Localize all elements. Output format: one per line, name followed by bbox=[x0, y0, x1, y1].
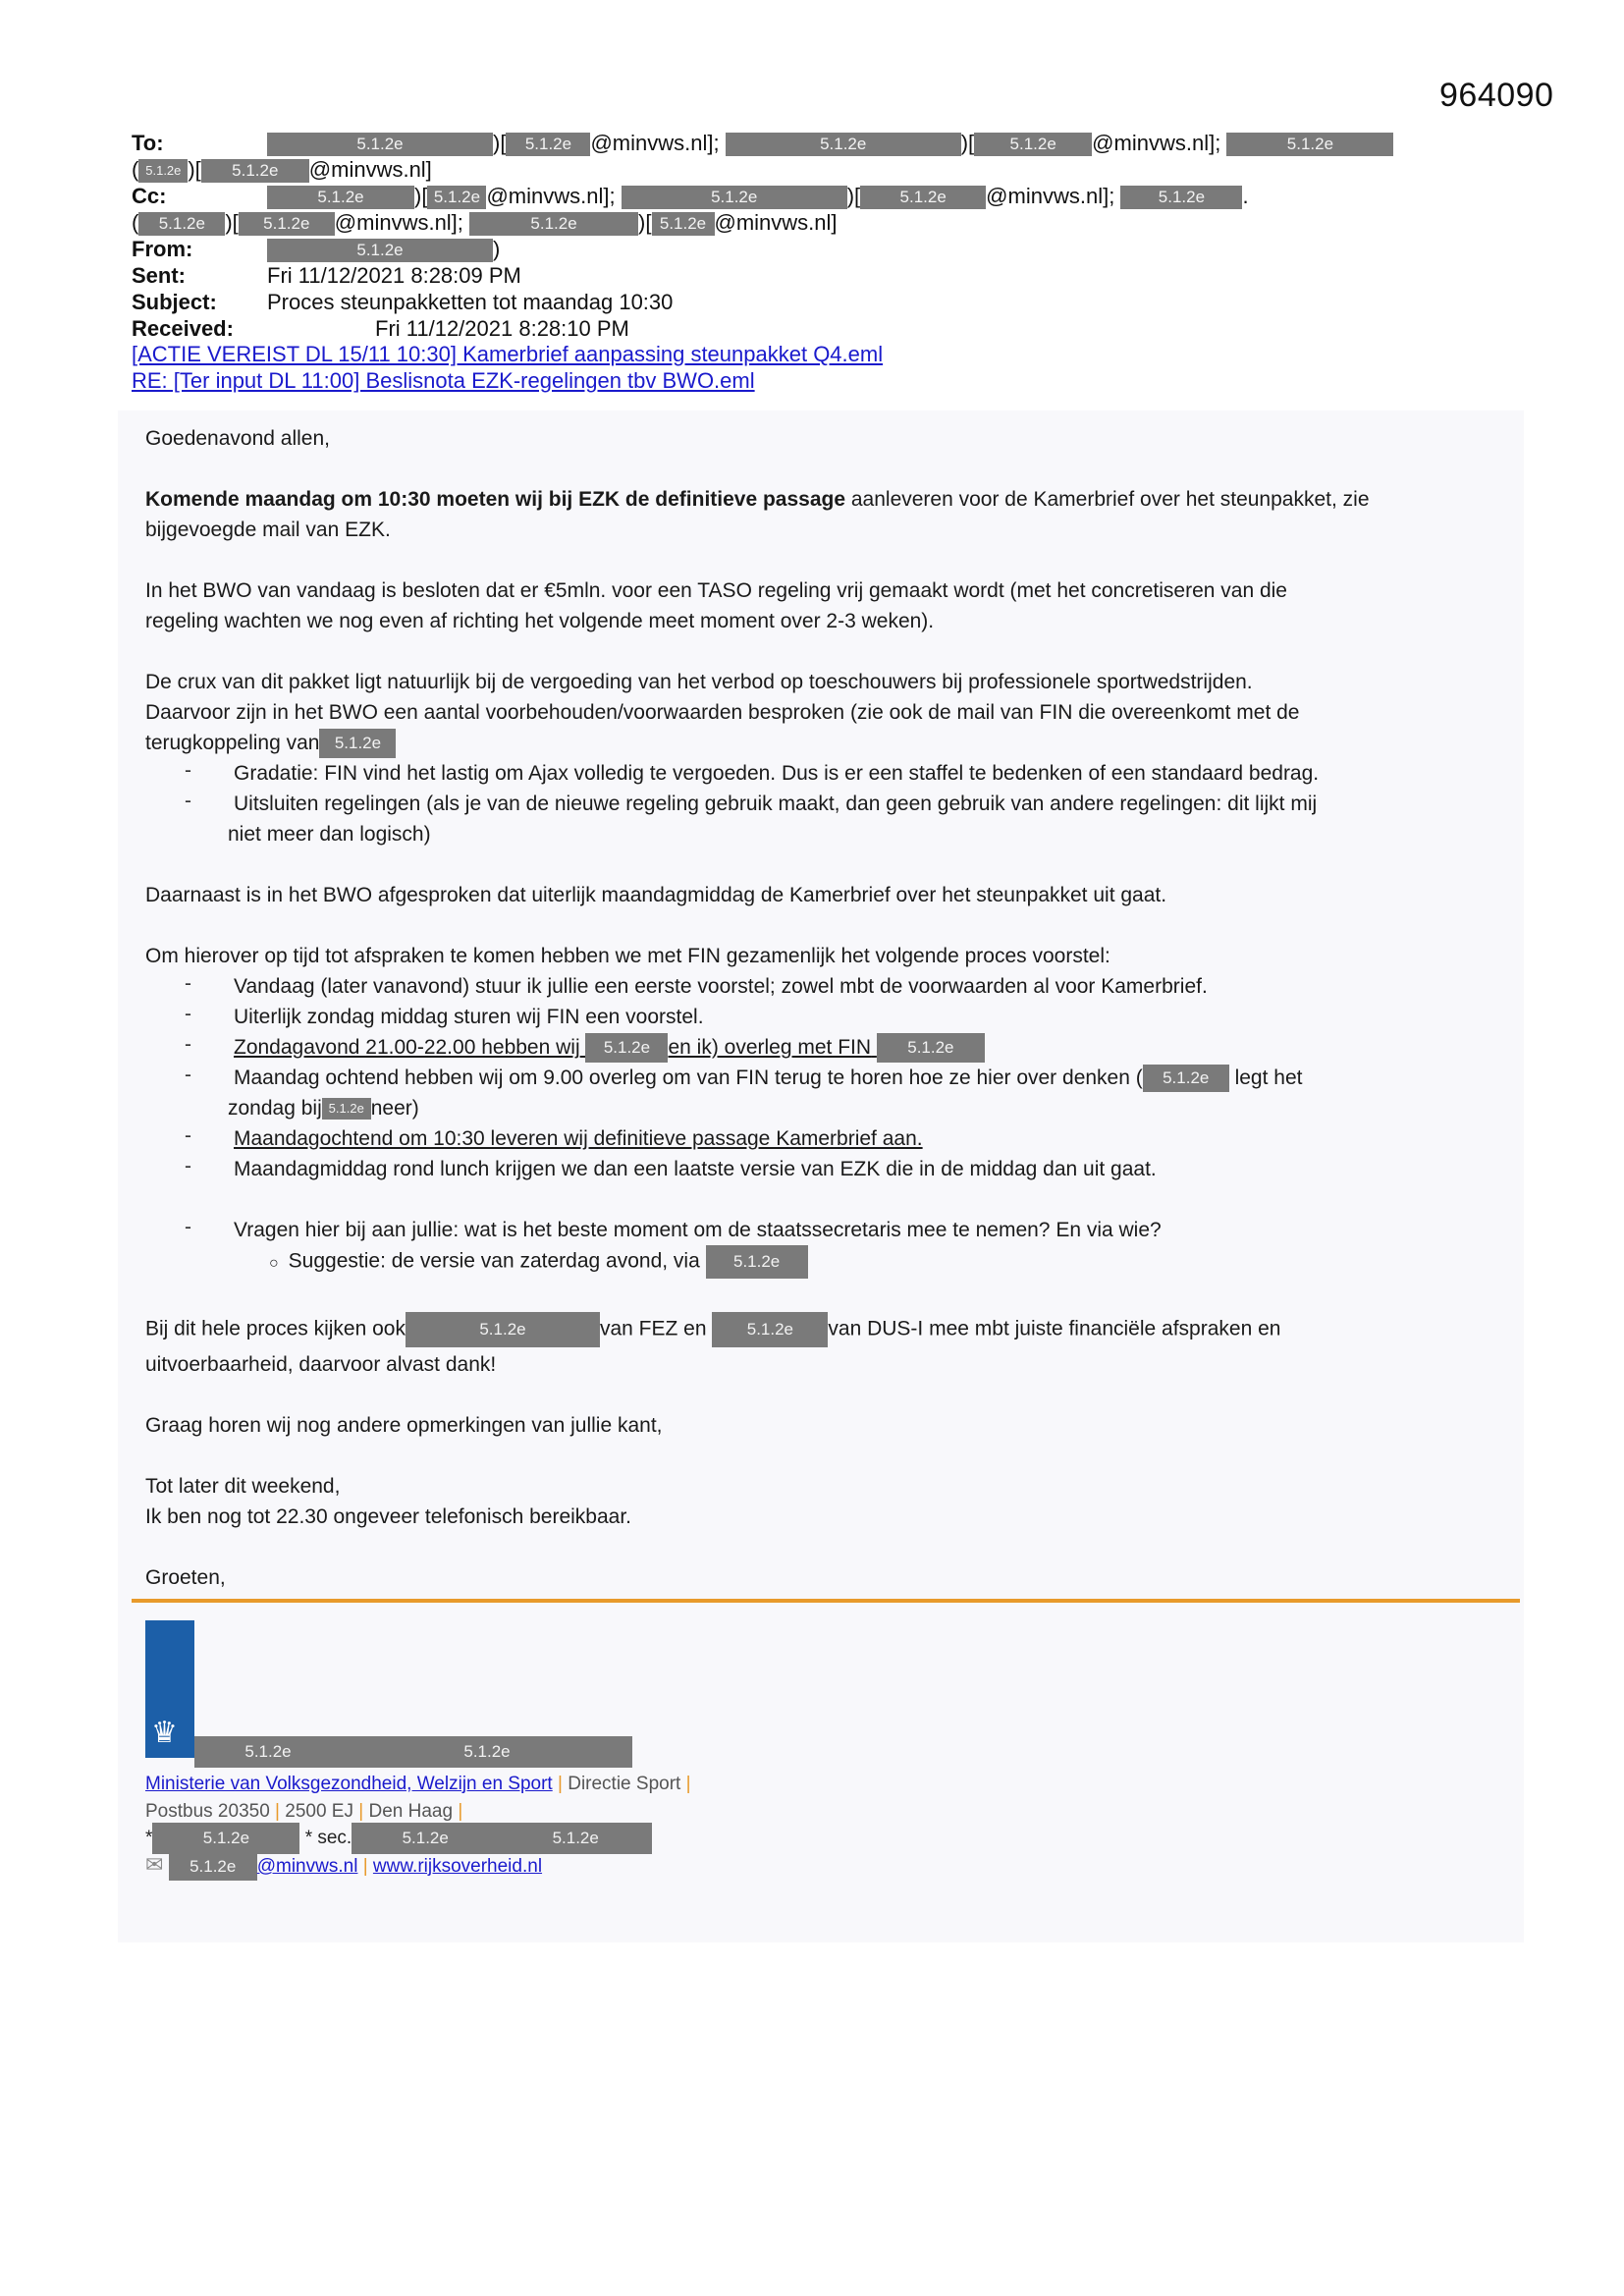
email-domain: @minvws.nl]; bbox=[986, 184, 1115, 208]
crest-icon: ♛ bbox=[151, 1717, 178, 1749]
address-postcode: 2500 EJ bbox=[285, 1801, 353, 1822]
paren: ( bbox=[132, 210, 139, 235]
paragraph-2-line-1: In het BWO van vandaag is besloten dat er €5mln. voor een TASO regeling vrij gemaakt wordt (met het concretiseren van die bbox=[145, 579, 1287, 602]
bullet-dash: - bbox=[185, 1064, 191, 1086]
bracket: )[ bbox=[225, 210, 239, 235]
step-1: Vandaag (later vanavond) stuur ik jullie een eerste voorstel; zowel mbt de voorwaarden al voor Kamerbrief. bbox=[234, 975, 1208, 998]
redaction: 5.1.2e bbox=[138, 212, 225, 236]
redaction: 5.1.2e bbox=[267, 186, 414, 209]
step-3-text-b: en ik) overleg met FIN bbox=[668, 1036, 872, 1059]
step-4-line-2 bbox=[228, 1093, 419, 1123]
address-city: Den Haag bbox=[368, 1801, 454, 1822]
from-label: From: bbox=[132, 237, 193, 261]
paragraph-3-text: terugkoppeling van bbox=[145, 732, 320, 754]
redaction: 5.1.2e bbox=[622, 186, 847, 209]
paragraph-1-rest: aanleveren voor de Kamerbrief over het steunpakket, zie bbox=[845, 488, 1370, 511]
step-7-sub bbox=[269, 1245, 808, 1279]
department: Directie Sport bbox=[568, 1774, 681, 1794]
to-line-1 bbox=[132, 130, 1393, 156]
bullet-uitsluiten: Uitsluiten regelingen (als je van de nieuwe regeling gebruik maakt, dan geen gebruik van andere regelingen: dit lijkt mij bbox=[234, 793, 1318, 815]
bullet-dash: - bbox=[185, 1003, 191, 1025]
paragraph-6-text-b: van FEZ en bbox=[599, 1317, 707, 1340]
step-3-text-a: Zondagavond 21.00-22.00 hebben wij bbox=[234, 1036, 580, 1059]
bullet-dash: - bbox=[185, 1216, 191, 1238]
separator: | bbox=[458, 1801, 463, 1822]
redaction: 5.1.2e bbox=[427, 186, 486, 209]
step-4-text-b: legt het bbox=[1234, 1066, 1303, 1089]
email-link[interactable]: @minvws.nl bbox=[256, 1856, 358, 1877]
redaction: 5.1.2e bbox=[585, 1033, 668, 1063]
bracket: )[ bbox=[188, 157, 201, 182]
paragraph-4: Daarnaast is in het BWO afgesproken dat uiterlijk maandagmiddag de Kamerbrief over het steunpakket uit gaat. bbox=[145, 884, 1167, 906]
bullet-dash: - bbox=[185, 1033, 191, 1056]
signature-contact-line bbox=[145, 1852, 542, 1881]
email-domain: @minvws.nl] bbox=[714, 210, 838, 235]
paragraph-5: Om hierover op tijd tot afspraken te komen hebben we met FIN gezamenlijk het volgende proces voorstel: bbox=[145, 945, 1110, 967]
bullet-uitsluiten-line-2: niet meer dan logisch) bbox=[228, 823, 431, 846]
paragraph-1-bold: Komende maandag om 10:30 moeten wij bij EZK de definitieve passage bbox=[145, 488, 846, 511]
cc-line-1 bbox=[132, 183, 1249, 209]
step-3 bbox=[234, 1032, 985, 1063]
separator: | bbox=[558, 1774, 563, 1794]
step-4-text-c: zondag bij bbox=[228, 1097, 322, 1120]
paragraph-7: Graag horen wij nog andere opmerkingen van jullie kant, bbox=[145, 1414, 663, 1437]
bullet-gradatie: Gradatie: FIN vind het lastig om Ajax volledig te vergoeden. Dus is er een staffel te bedenken of een standaard bedrag. bbox=[234, 762, 1320, 785]
bullet-dash: - bbox=[185, 759, 191, 782]
subject-line bbox=[132, 289, 673, 315]
to-line-2 bbox=[132, 156, 432, 183]
address-postbus: Postbus 20350 bbox=[145, 1801, 270, 1822]
document-number: 964090 bbox=[1439, 77, 1554, 114]
redaction: 5.1.2e bbox=[322, 1098, 371, 1120]
email-domain: @minvws.nl]; bbox=[486, 184, 616, 208]
cc-line-2 bbox=[132, 209, 838, 236]
redaction: 5.1.2e bbox=[499, 1823, 652, 1854]
attachment-link-2[interactable]: RE: [Ter input DL 11:00] Beslisnota EZK-regelingen tbv BWO.eml bbox=[132, 368, 755, 393]
bracket: )[ bbox=[414, 184, 428, 208]
closing: Groeten, bbox=[145, 1566, 226, 1589]
step-2: Uiterlijk zondag middag sturen wij FIN een voorstel. bbox=[234, 1006, 704, 1028]
subject-label: Subject: bbox=[132, 290, 217, 314]
redaction: 5.1.2e bbox=[469, 212, 638, 236]
separator: | bbox=[358, 1801, 364, 1822]
attachment-link-1[interactable]: [ACTIE VEREIST DL 15/11 10:30] Kamerbrief aanpassing steunpakket Q4.eml bbox=[132, 342, 884, 366]
sec-label: * sec. bbox=[304, 1828, 352, 1849]
paragraph-8-line-2: Ik ben nog tot 22.30 ongeveer telefonisch bereikbaar. bbox=[145, 1505, 632, 1528]
bracket: )[ bbox=[638, 210, 652, 235]
bracket: )[ bbox=[960, 131, 975, 155]
signature-name-row bbox=[194, 1736, 632, 1768]
paragraph-6-line-2: uitvoerbaarheid, daarvoor alvast dank! bbox=[145, 1353, 497, 1376]
sent-line bbox=[132, 262, 521, 289]
step-7: Vragen hier bij aan jullie: wat is het beste moment om de staatssecretaris mee te nemen? En via wie? bbox=[234, 1219, 1162, 1241]
redaction: 5.1.2e bbox=[712, 1312, 828, 1347]
redaction: 5.1.2e bbox=[406, 1312, 600, 1347]
paragraph-2-line-2: regeling wachten we nog even af richting het volgende meet moment over 2-3 weken). bbox=[145, 610, 935, 632]
step-4 bbox=[234, 1063, 1302, 1093]
redaction: 5.1.2e bbox=[652, 212, 715, 236]
redaction: 5.1.2e bbox=[726, 133, 961, 156]
paragraph-6-text-a: Bij dit hele proces kijken ook bbox=[145, 1317, 406, 1340]
bullet-dash: - bbox=[185, 972, 191, 995]
redaction: 5.1.2e bbox=[194, 1736, 342, 1768]
separator: | bbox=[685, 1774, 691, 1794]
paragraph-6-text-c: van DUS-I mee mbt juiste financiële afspraken en bbox=[828, 1317, 1281, 1340]
phone-star: * bbox=[145, 1828, 153, 1849]
paren: ) bbox=[493, 237, 501, 261]
ministry-link[interactable]: Ministerie van Volksgezondheid, Welzijn en Sport bbox=[145, 1774, 553, 1794]
redaction: 5.1.2e bbox=[319, 729, 396, 758]
paragraph-3-line-3 bbox=[145, 728, 396, 758]
website-link[interactable]: www.rijksoverheid.nl bbox=[372, 1856, 543, 1877]
redaction: 5.1.2e bbox=[877, 1033, 985, 1063]
redaction: 5.1.2e bbox=[1143, 1065, 1229, 1092]
email-domain: @minvws.nl]; bbox=[334, 210, 463, 235]
sent-value: Fri 11/12/2021 8:28:09 PM bbox=[267, 263, 521, 288]
redaction: 5.1.2e bbox=[860, 186, 986, 209]
redaction: 5.1.2e bbox=[138, 159, 188, 183]
paragraph-3-line-2: Daarvoor zijn in het BWO een aantal voorbehouden/voorwaarden besproken (zie ook de mail van FIN die overeenkomt met de bbox=[145, 701, 1300, 724]
redaction: 5.1.2e bbox=[974, 133, 1092, 156]
paragraph-3-line-1: De crux van dit pakket ligt natuurlijk bij de vergoeding van het verbod op toeschouwers bij professionele sportwedstrijden. bbox=[145, 671, 1253, 693]
to-label: To: bbox=[132, 131, 164, 155]
signature-phone-line bbox=[145, 1823, 652, 1854]
step-4-text-a: Maandag ochtend hebben wij om 9.00 overleg om van FIN terug te horen hoe ze hier over denken ( bbox=[234, 1066, 1143, 1089]
redaction: 5.1.2e bbox=[267, 239, 493, 262]
cc-label: Cc: bbox=[132, 184, 167, 208]
circle-bullet-icon: ○ bbox=[269, 1254, 279, 1272]
redaction: 5.1.2e bbox=[1120, 186, 1242, 209]
redaction: 5.1.2e bbox=[506, 133, 590, 156]
signature-divider bbox=[132, 1599, 1520, 1603]
signature-org-line bbox=[145, 1774, 691, 1795]
received-label: Received: bbox=[132, 316, 234, 341]
email-domain: @minvws.nl]; bbox=[590, 131, 720, 155]
signature-address-line bbox=[145, 1801, 462, 1823]
paragraph-6 bbox=[145, 1312, 1280, 1347]
redaction: 5.1.2e bbox=[267, 133, 493, 156]
greeting: Goedenavond allen, bbox=[145, 427, 330, 450]
redaction: 5.1.2e bbox=[342, 1736, 632, 1768]
subject-value: Proces steunpakketten tot maandag 10:30 bbox=[267, 290, 674, 314]
separator: | bbox=[275, 1801, 280, 1822]
bracket: )[ bbox=[493, 131, 507, 155]
redaction: 5.1.2e bbox=[201, 159, 309, 183]
redaction: 5.1.2e bbox=[352, 1823, 499, 1854]
rijksoverheid-logo bbox=[145, 1620, 194, 1758]
redaction: 5.1.2e bbox=[152, 1823, 299, 1854]
paragraph-8-line-1: Tot later dit weekend, bbox=[145, 1475, 341, 1498]
redaction: 5.1.2e bbox=[239, 212, 335, 236]
separator: | bbox=[362, 1856, 368, 1877]
bullet-dash: - bbox=[185, 790, 191, 812]
sent-label: Sent: bbox=[132, 263, 186, 288]
redaction: 5.1.2e bbox=[1226, 133, 1393, 156]
paren: ( bbox=[132, 157, 139, 182]
step-5: Maandagochtend om 10:30 leveren wij definitieve passage Kamerbrief aan. bbox=[234, 1127, 923, 1150]
dot: . bbox=[1242, 184, 1249, 208]
envelope-icon: ✉ bbox=[145, 1852, 164, 1877]
redaction: 5.1.2e bbox=[169, 1853, 257, 1881]
paragraph-1-line-2: bijgevoegde mail van EZK. bbox=[145, 519, 391, 541]
paragraph-1 bbox=[145, 484, 1370, 515]
bullet-dash: - bbox=[185, 1124, 191, 1147]
received-value: Fri 11/12/2021 8:28:10 PM bbox=[375, 316, 629, 341]
step-7-sub-text: Suggestie: de versie van zaterdag avond, via bbox=[288, 1249, 700, 1273]
step-4-text-d: neer) bbox=[370, 1097, 419, 1120]
email-domain: @minvws.nl] bbox=[308, 157, 432, 182]
received-line bbox=[132, 315, 629, 342]
redaction: 5.1.2e bbox=[706, 1245, 808, 1279]
step-6: Maandagmiddag rond lunch krijgen we dan een laatste versie van EZK die in de middag dan uit gaat. bbox=[234, 1158, 1157, 1180]
email-domain: @minvws.nl]; bbox=[1092, 131, 1221, 155]
from-line bbox=[132, 236, 500, 262]
bullet-dash: - bbox=[185, 1155, 191, 1177]
bracket: )[ bbox=[846, 184, 861, 208]
